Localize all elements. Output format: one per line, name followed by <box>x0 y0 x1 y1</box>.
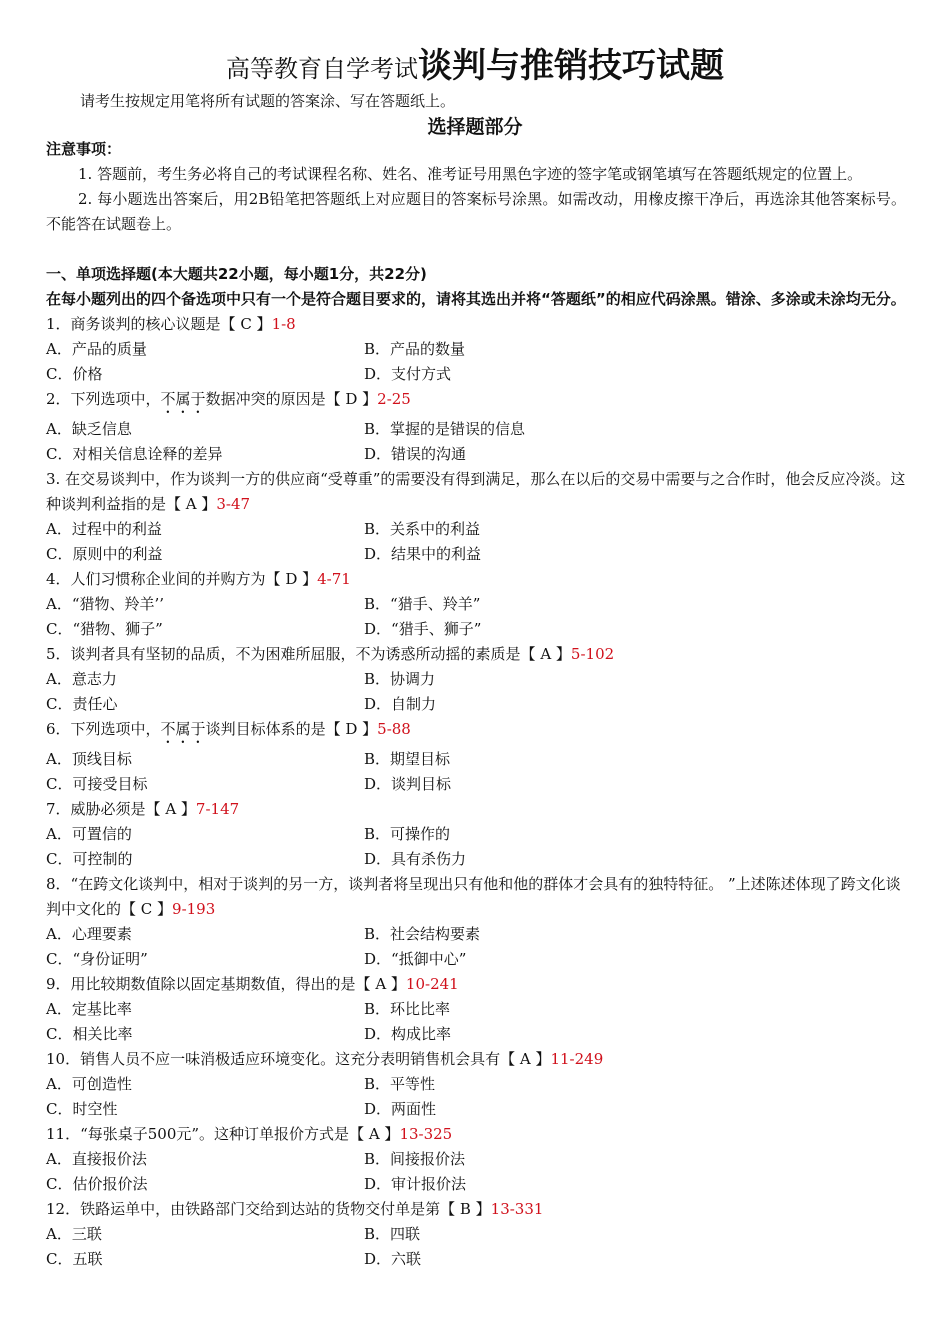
option-row <box>46 1097 906 1122</box>
option-row <box>46 667 906 692</box>
option-row <box>46 847 906 872</box>
question-stem <box>46 567 906 592</box>
answer-bracket: 【 C 】 <box>220 315 272 333</box>
option-row <box>46 747 906 772</box>
emphasis-text: 不属于 <box>160 720 206 738</box>
option-item: A．过程中的利益 <box>46 520 162 538</box>
option-item: D．两面性 <box>364 1100 437 1118</box>
answer-reference: 9-193 <box>172 900 216 918</box>
part-title: 一、单项选择题(本大题共22小题，每小题1分，共22分) <box>46 265 427 283</box>
option-row <box>46 362 906 387</box>
option-item: D．“猎手、狮子” <box>364 620 482 638</box>
question-text-cont: 数据冲突的原因是 <box>205 390 326 408</box>
option-row <box>46 822 906 847</box>
answer-bracket: 【 A 】 <box>349 1125 400 1143</box>
question-text: 5．谈判者具有坚韧的品质，不为困难所屈服，不为诱惑所动摇的素质是 <box>46 645 521 663</box>
option-row <box>46 1072 906 1097</box>
title-prefix: 高等教育自学考试 <box>226 55 418 83</box>
part-description: 在每小题列出的四个备选项中只有一个是符合题目要求的，请将其选出并将“答题纸”的相应代码涂黑。错涂、多涂或未涂均无分。 <box>46 290 906 308</box>
option-row <box>46 442 906 467</box>
exam-instruction: 请考生按规定用笔将所有试题的答案涂、写在答题纸上。 <box>80 92 456 110</box>
question-text: 3. 在交易谈判中，作为谈判一方的供应商“受尊重”的需要没有得到满足，那么在以后的交易中需要与之合作时，他会反应冷淡。这种谈判利益指的是 <box>46 470 906 513</box>
option-row <box>46 772 906 797</box>
option-item: B．“猎手、羚羊” <box>364 595 481 613</box>
option-item: C．相关比率 <box>46 1025 133 1043</box>
answer-reference: 13-325 <box>399 1125 453 1143</box>
option-item: D．审计报价法 <box>364 1175 467 1193</box>
question-text: 12．铁路运单中，由铁路部门交给到达站的货物交付单是第 <box>46 1200 441 1218</box>
option-item: B．关系中的利益 <box>364 520 481 538</box>
option-row <box>46 542 906 567</box>
question-text-cont: 谈判目标体系的是 <box>205 720 326 738</box>
option-row <box>46 997 906 1022</box>
option-item: B．产品的数量 <box>364 340 466 358</box>
option-item: A．意志力 <box>46 670 117 688</box>
option-row <box>46 517 906 542</box>
question-stem <box>46 467 906 517</box>
option-item: D．“抵御中心” <box>364 950 467 968</box>
option-item: A．直接报价法 <box>46 1150 147 1168</box>
question-stem <box>46 642 906 667</box>
option-row <box>46 617 906 642</box>
emphasis-text: 不属于 <box>160 390 206 408</box>
question-text: 8．“在跨文化谈判中，相对于谈判的另一方，谈判者将呈现出只有他和他的群体才会具有的独特特征。 ”上述陈述体现了跨文化谈判中文化的 <box>46 875 901 918</box>
option-item: C．“猎物、狮子” <box>46 620 163 638</box>
answer-reference: 3-47 <box>216 495 251 513</box>
answer-bracket: 【 A 】 <box>520 645 571 663</box>
option-item: C．责任心 <box>46 695 118 713</box>
option-item: B．环比比率 <box>364 1000 451 1018</box>
question-stem <box>46 717 906 747</box>
option-row <box>46 1147 906 1172</box>
question-text: 10．销售人员不应一味消极适应环境变化。这充分表明销售机会具有 <box>46 1050 501 1068</box>
answer-reference: 5-102 <box>570 645 615 663</box>
question-stem <box>46 1197 906 1222</box>
option-item: A．定基比率 <box>46 1000 132 1018</box>
answer-reference: 11-249 <box>550 1050 604 1068</box>
option-item: C．可接受目标 <box>46 775 148 793</box>
answer-reference: 4-71 <box>317 570 351 588</box>
section-heading: 选择题部分 <box>427 116 523 138</box>
option-item: C．价格 <box>46 365 103 383</box>
question-text: 2．下列选项中， <box>46 390 161 408</box>
option-item: B．协调力 <box>364 670 436 688</box>
option-item: D．结果中的利益 <box>364 545 482 563</box>
answer-bracket: 【 A 】 <box>500 1050 551 1068</box>
option-item: D．构成比率 <box>364 1025 452 1043</box>
option-item: D．六联 <box>364 1250 422 1268</box>
question-stem <box>46 797 906 822</box>
option-item: D．支付方式 <box>364 365 452 383</box>
option-item: C．原则中的利益 <box>46 545 163 563</box>
notes-title: 注意事项： <box>46 140 122 158</box>
option-item: B．社会结构要素 <box>364 925 481 943</box>
question-stem <box>46 312 906 337</box>
question-text: 7．威胁必须是 <box>46 800 146 818</box>
note-item: 1. 答题前，考生务必将自己的考试课程名称、姓名、准考证号用黑色字迹的签字笔或钢笔填写在答题纸规定的位置上。 <box>78 165 863 183</box>
answer-bracket: 【 A 】 <box>166 495 217 513</box>
option-item: A．可置信的 <box>46 825 132 843</box>
option-item: D．谈判目标 <box>364 775 452 793</box>
option-row <box>46 692 906 717</box>
option-item: B．间接报价法 <box>364 1150 466 1168</box>
answer-reference: 5-88 <box>377 720 411 738</box>
question-stem <box>46 972 906 997</box>
option-item: A．三联 <box>46 1225 102 1243</box>
question-list <box>46 312 906 1272</box>
option-item: C．时空性 <box>46 1100 118 1118</box>
question-stem <box>46 872 906 922</box>
answer-bracket: 【 B 】 <box>440 1200 491 1218</box>
title-main: 谈判与推销技巧试题 <box>418 46 724 86</box>
option-item: A．缺乏信息 <box>46 420 132 438</box>
option-item: C．估价报价法 <box>46 1175 148 1193</box>
option-item: A．顶线目标 <box>46 750 132 768</box>
question-stem <box>46 1047 906 1072</box>
question-stem <box>46 1122 906 1147</box>
question-text: 4．人们习惯称企业间的并购方为 <box>46 570 266 588</box>
answer-bracket: 【 A 】 <box>355 975 406 993</box>
option-item: A．心理要素 <box>46 925 132 943</box>
option-item: D．具有杀伤力 <box>364 850 467 868</box>
answer-bracket: 【 A 】 <box>145 800 196 818</box>
answer-reference: 7-147 <box>195 800 240 818</box>
spacer <box>46 237 906 262</box>
option-item: A．产品的质量 <box>46 340 147 358</box>
option-item: A．“猎物、羚羊’’ <box>46 595 165 613</box>
option-item: C．可控制的 <box>46 850 133 868</box>
question-text: 1．商务谈判的核心议题是 <box>46 315 221 333</box>
answer-reference: 2-25 <box>377 390 411 408</box>
option-item: C．五联 <box>46 1250 103 1268</box>
question-stem <box>46 387 906 417</box>
option-item: A．可创造性 <box>46 1075 132 1093</box>
exam-title <box>0 38 950 87</box>
option-item: B．平等性 <box>364 1075 436 1093</box>
option-row <box>46 1222 906 1247</box>
option-item: C．“身份证明” <box>46 950 148 968</box>
exam-content <box>46 137 906 1272</box>
answer-reference: 13-331 <box>490 1200 544 1218</box>
option-item: B．四联 <box>364 1225 421 1243</box>
option-row <box>46 417 906 442</box>
option-row <box>46 1172 906 1197</box>
question-text: 6．下列选项中， <box>46 720 161 738</box>
answer-bracket: 【 D 】 <box>325 390 378 408</box>
option-row <box>46 337 906 362</box>
option-row <box>46 947 906 972</box>
option-item: B．掌握的是错误的信息 <box>364 420 526 438</box>
option-item: B．可操作的 <box>364 825 451 843</box>
answer-bracket: 【 D 】 <box>265 570 318 588</box>
option-row <box>46 1247 906 1272</box>
option-row <box>46 922 906 947</box>
answer-bracket: 【 D 】 <box>325 720 378 738</box>
option-item: B．期望目标 <box>364 750 451 768</box>
answer-reference: 10-241 <box>405 975 459 993</box>
option-row <box>46 592 906 617</box>
option-item: C．对相关信息诠释的差异 <box>46 445 223 463</box>
question-text: 9．用比较期数值除以固定基期数值，得出的是 <box>46 975 356 993</box>
question-text: 11．“每张桌子500元”。这种订单报价方式是 <box>46 1125 350 1143</box>
option-row <box>46 1022 906 1047</box>
option-item: D．自制力 <box>364 695 437 713</box>
answer-bracket: 【 C 】 <box>121 900 173 918</box>
answer-reference: 1-8 <box>271 315 296 333</box>
option-item: D．错误的沟通 <box>364 445 467 463</box>
note-item: 2. 每小题选出答案后，用2B铅笔把答题纸上对应题目的答案标号涂黑。如需改动，用橡皮擦干净后，再选涂其他答案标号。不能答在试题卷上。 <box>46 190 906 233</box>
